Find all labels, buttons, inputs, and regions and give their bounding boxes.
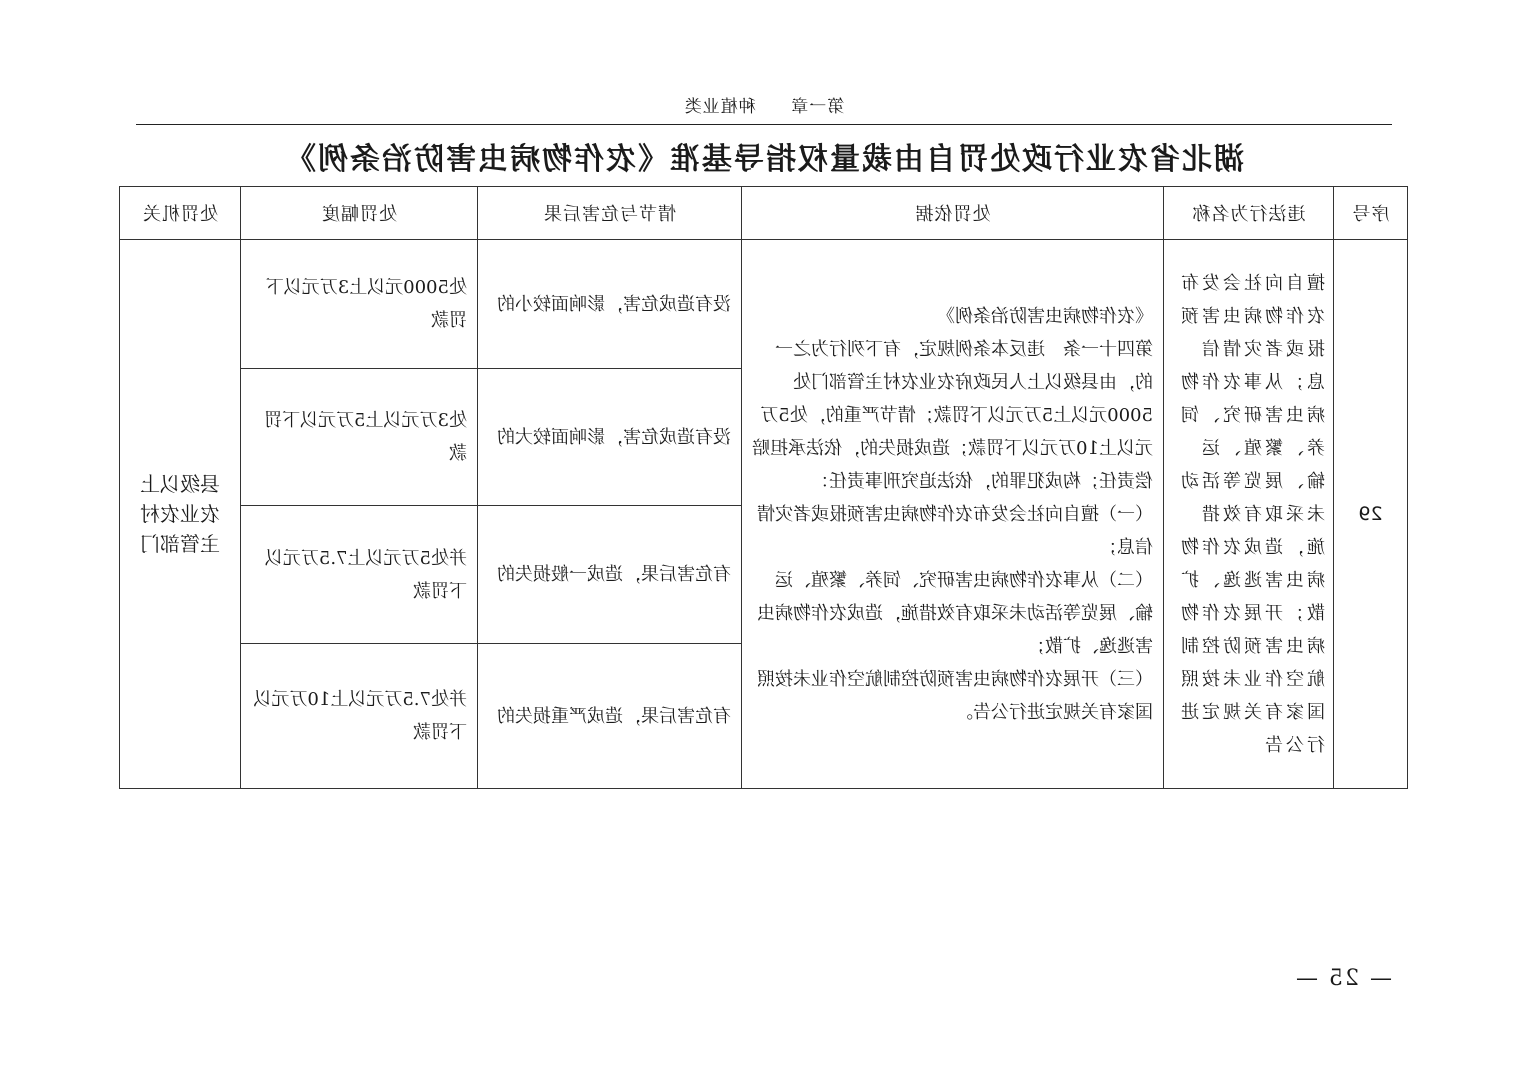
circumstance-cell — [478, 240, 742, 369]
column-header-seq: 序号 — [1334, 187, 1408, 240]
running-header — [0, 92, 1528, 117]
section-label: 种植业类 — [683, 97, 756, 117]
basis-article: 第四十一条 违反本条例规定，有下列行为之一的，由县级以上人民政府农业农村主管部门处5000元以上5万元以下罚款；情节严重的，处5万元以上10万元以下罚款；造成损失的，依法承担赔偿责任；构成犯罪的，依法追究刑事责任： — [752, 338, 1153, 492]
penalty-text: 处5000元以上3万元以下罚款 — [265, 277, 467, 331]
basis-item-1: （一）擅自向社会发布农作物病虫害预报或者灾情信息； — [757, 503, 1153, 558]
column-header-violation: 违法行为名称 — [1164, 187, 1334, 240]
penalty-text: 并处7.5万元以上10万元以下罚款 — [253, 689, 467, 743]
circumstance-cell — [478, 506, 742, 644]
basis-item-3: （三）开展农作物病虫害预防控制航空作业未按照国家有关规定进行公告。 — [757, 668, 1153, 723]
circumstance-cell — [478, 644, 742, 789]
penalty-cell — [241, 369, 478, 506]
column-header-circumstance: 情节与危害后果 — [478, 187, 742, 240]
chapter-label: 第一章 — [790, 97, 845, 117]
penalty-cell — [241, 644, 478, 789]
agency-name: 县级以上农业农村主管部门 — [140, 472, 220, 556]
document-title: 湖北省农业行政处罚自由裁量权指导基准《农作物病虫害防治条例》 — [284, 142, 1244, 177]
column-header-penalty: 处罚幅度 — [241, 187, 478, 240]
basis-regulation-name: 《农作物病虫害防治条例》 — [937, 305, 1153, 327]
basis-item-2: （二）从事农作物病虫害研究、饲养、繁殖、运输、展览等活动未采取有效措施，造成农作物病虫害逃逸、扩散； — [757, 569, 1153, 657]
basis-cell — [742, 240, 1164, 789]
circumstance-text: 没有造成危害，影响面较小的 — [497, 293, 731, 315]
seq-cell — [1334, 240, 1408, 789]
violation-cell — [1164, 240, 1334, 789]
seq-number: 29 — [1358, 502, 1383, 525]
regulation-table — [119, 186, 1408, 789]
penalty-text: 处3万元以上5万元以下罚款 — [264, 410, 467, 464]
penalty-text: 并处5万元以上7.5万元以下罚款 — [264, 547, 467, 602]
penalty-cell — [241, 240, 478, 369]
circumstance-text: 没有造成危害，影响面较大的 — [497, 426, 731, 448]
column-header-basis: 处罚依据 — [742, 187, 1164, 240]
circumstance-text: 有危害后果，造成一般损失的 — [497, 564, 731, 585]
column-header-agency: 处罚机关 — [120, 187, 241, 240]
page-number: — 25 — — [1294, 966, 1392, 991]
agency-cell — [120, 240, 241, 789]
circumstance-cell — [478, 369, 742, 506]
violation-name: 擅自向社会发布农作物病虫害预报或者灾情信息；从事农作物病虫害研究、饲养、繁殖、运输、展览等活动未采取有效措施，造成农作物病虫害逃逸、扩散；开展农作物病虫害预防控制航空作业未按照国家有关规定进行公告 — [1178, 272, 1325, 756]
penalty-cell — [241, 506, 478, 644]
table-row — [120, 240, 1408, 369]
header-rule — [136, 124, 1392, 125]
circumstance-text: 有危害后果，造成严重损失的 — [497, 705, 731, 727]
table-header-row — [120, 187, 1408, 240]
